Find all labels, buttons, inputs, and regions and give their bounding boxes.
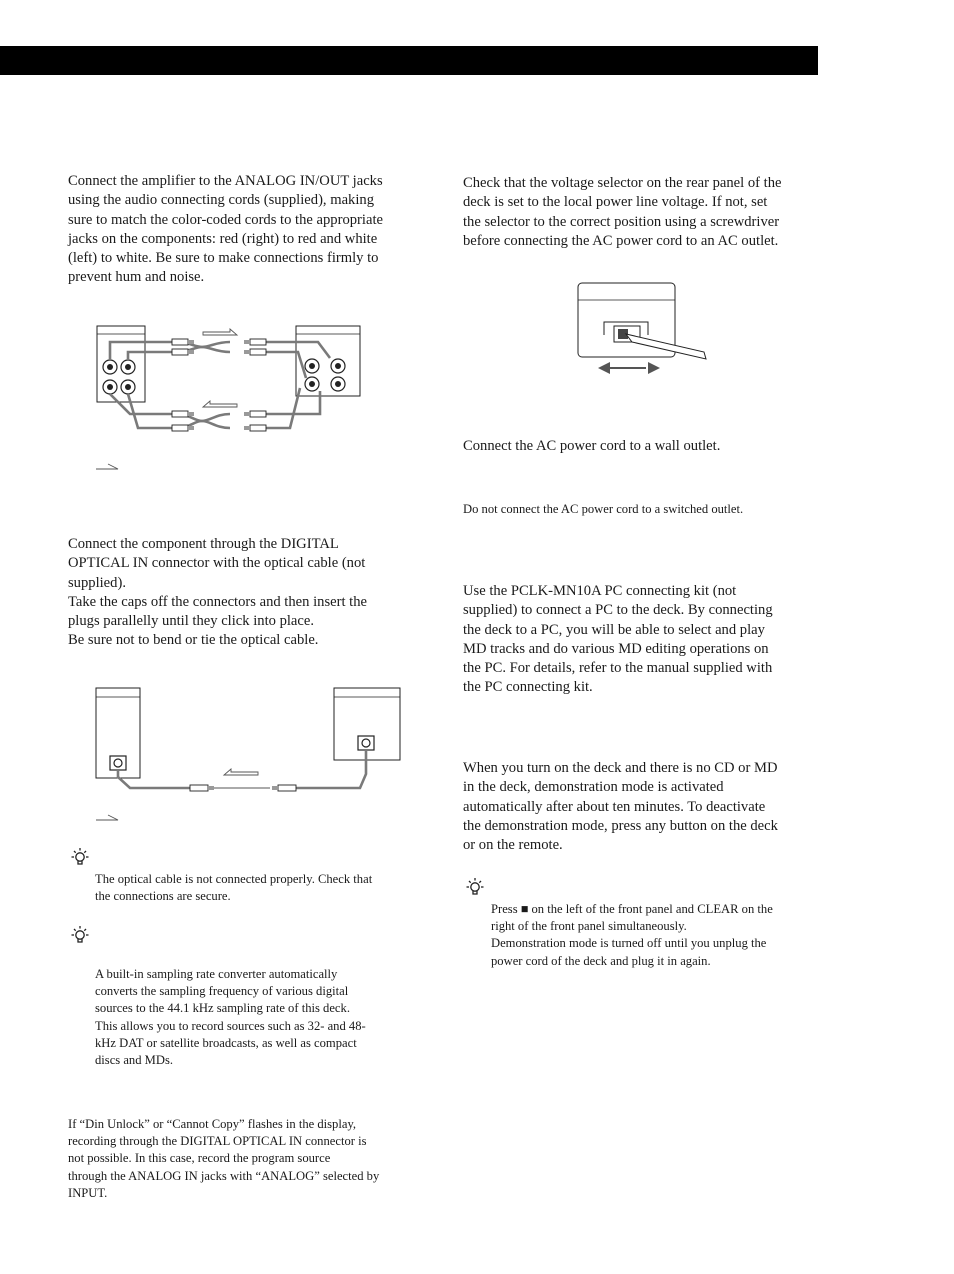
optical-connection-text: Connect the component through the DIGITAL OPTICAL IN connector with the optical cable (not supplied). Take the caps off the connectors and then insert the plugs parallelly until they click into place. Be sure not to bend or tie the optical cable. xyxy=(68,536,367,649)
pc-connecting-text: Use the PCLK-MN10A PC connecting kit (not supplied) to connect a PC to the deck. By connecting the deck to a PC, you will be able to select and play MD tracks and do various MD editing operations on the PC. For details, refer to the manual supplied with the PC connecting kit. xyxy=(463,583,773,696)
lightbulb-icon xyxy=(463,876,487,900)
optical-connection-diagram xyxy=(90,684,410,826)
analog-connection-diagram xyxy=(90,318,380,478)
ac-power-text: Connect the AC power cord to a wall outlet. xyxy=(463,438,721,454)
tip-demonstration-mode: Press ■ on the left of the front panel and CLEAR on the right of the front panel simultaneously. Demonstration mode is turned off until you unplug the power cord of the deck and plug it in again. xyxy=(491,902,773,968)
tip-optical-cable: The optical cable is not connected properly. Check that the connections are secure. xyxy=(95,872,373,904)
note-din-unlock: If “Din Unlock” or “Cannot Copy” flashes in the display, recording through the DIGITAL OPTICAL IN connector is not possible. In this case, record the program source through the ANALOG IN jacks with “ANALOG” selected by INPUT. xyxy=(68,1117,380,1200)
voltage-selector-diagram xyxy=(570,280,715,380)
lightbulb-icon xyxy=(68,924,92,948)
lightbulb-icon xyxy=(68,846,92,870)
analog-connection-text: Connect the amplifier to the ANALOG IN/OUT jacks using the audio connecting cords (supplied), making sure to match the color-coded cords to the appropriate jacks on the components: red (right) to red and white (left) to white. Be sure to make connections firmly to prevent hum and noise. xyxy=(68,173,383,286)
tip-sampling-rate-converter: A built-in sampling rate converter automatically converts the sampling frequency of various digital sources to the 44.1 kHz sampling rate of this deck. This allows you to record sources such as 32- and 48- kHz DAT or satellite broadcasts, as well as compact discs and MDs. xyxy=(95,967,366,1068)
demonstration-mode-text: When you turn on the deck and there is no CD or MD in the deck, demonstration mode is activated automatically after about ten minutes. To deactivate the demonstration mode, press any button on the deck or on the remote. xyxy=(463,760,778,854)
header-bar xyxy=(0,46,818,75)
ac-power-note: Do not connect the AC power cord to a switched outlet. xyxy=(463,502,744,516)
voltage-selector-text: Check that the voltage selector on the rear panel of the deck is set to the local power line voltage. If not, set the selector to the correct position using a screwdriver before connecting the AC power cord to an AC outlet. xyxy=(463,175,782,249)
